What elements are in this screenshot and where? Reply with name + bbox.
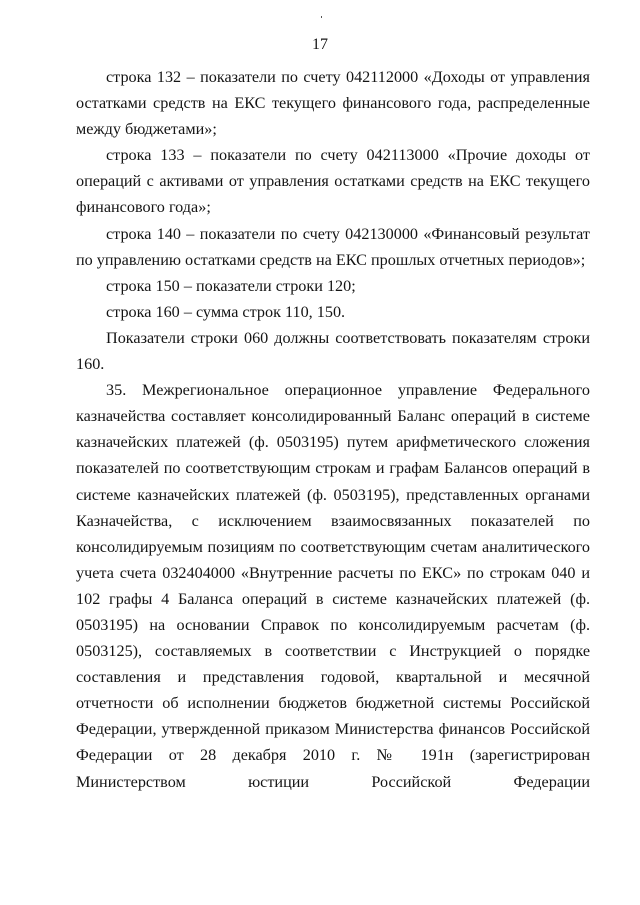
- paragraph-row-140: строка 140 – показатели по счету 042130000 «Финансовый результат по управлению остатками средств на ЕКС прошлых отчетных периодов»;: [76, 224, 590, 269]
- paragraph-row-132: строка 132 – показатели по счету 042112000 «Доходы от управления остатками средств на ЕКС текущего финансового года, распределенные между бюджетами»;: [76, 68, 590, 139]
- paragraph-row-160: строка 160 – сумма строк 110, 150.: [106, 302, 346, 321]
- document-body: [76, 64, 590, 795]
- paragraph-row-150: строка 150 – показатели строки 120;: [106, 276, 356, 295]
- paragraph-item-35: 35. Межрегиональное операционное управление Федерального казначейства составляет консолидированный Баланс операций в системе казначейских платежей (ф. 0503195) путем арифметического сложения показателей по соответствующим строкам и графам Балансов операций в системе казначейских платежей (ф. 0503195), представленных органами Казначейства, с исключением взаимосвязанных показателей по консолидируемым позициям по соответствующим счетам аналитического учета счета 032404000 «Внутренние расчеты по ЕКС» по строкам 040 и 102 графы 4 Баланса операций в системе казначейских платежей (ф. 0503195) на основании Справок по консолидируемым расчетам (ф. 0503125), составляемых в соответствии с Инструкцией о порядке составления и представления годовой, квартальной и месячной отчетности об исполнении бюджетов бюджетной системы Российской Федерации, утвержденной приказом Министерства финансов Российской Федерации от 28 декабря 2010 г. № 191н (зарегистрирован Министерством юстиции Российской Федерации: [76, 381, 590, 791]
- scan-artifact: [321, 16, 322, 18]
- paragraph-row-133: строка 133 – показатели по счету 042113000 «Прочие доходы от операций с активами от управления остатками средств на ЕКС текущего финансового года»;: [76, 146, 590, 217]
- paragraph-row-060-note: Показатели строки 060 должны соответствовать показателям строки 160.: [76, 328, 590, 374]
- page-number: 17: [312, 36, 328, 53]
